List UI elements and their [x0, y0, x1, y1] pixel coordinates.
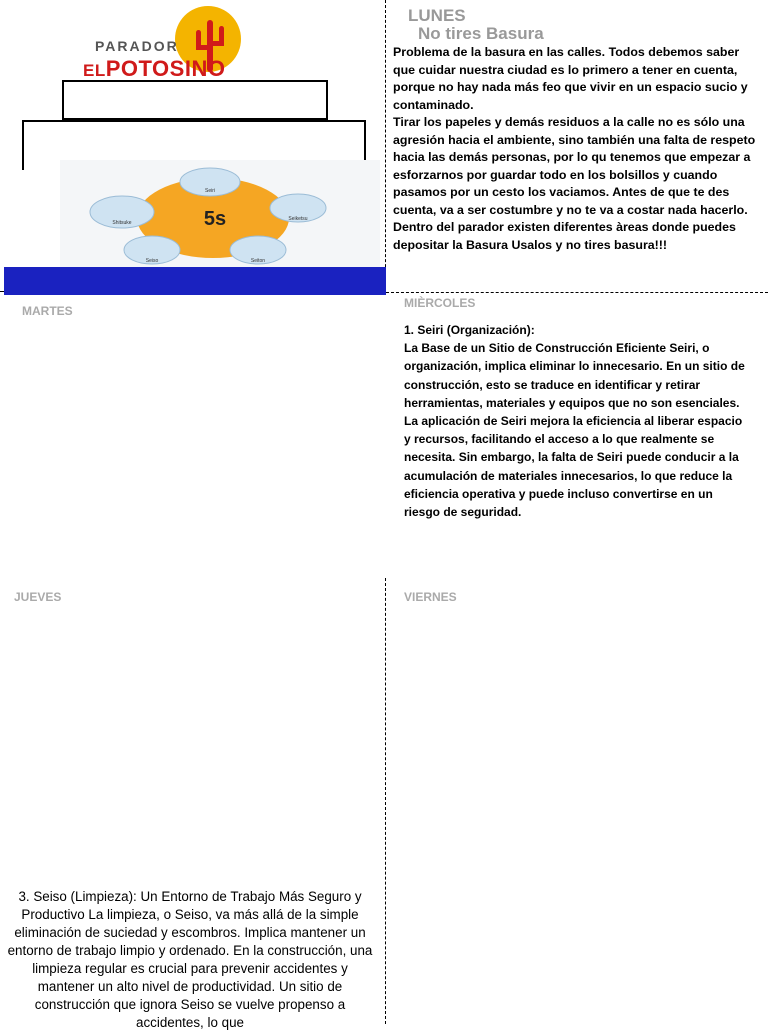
lunes-heading: LUNES	[408, 6, 466, 25]
jueves-text: 3. Seiso (Limpieza): Un Entorno de Trabajo Más Seguro y Productivo La limpieza, o Seiso, va más allá de la simple eliminación de suciedad y escombros. Implica mantener un entorno de trabajo limpio y ordenado. En la construcción, una limpieza regular es crucial para prevenir accidentes y mantener un alto nivel de productividad. Un sitio de construcción que ignora Seiso se vuelve propenso a accidentes, lo que	[7, 889, 373, 1030]
diagram-center-label: 5s	[203, 208, 227, 230]
blue-banner	[4, 267, 386, 295]
svg-text:Seiketsu: Seiketsu	[288, 216, 308, 222]
miercoles-text: La Base de un Sitio de Construcción Eficiente Seiri, o organización, implica eliminar lo innecesario. En un sitio de construcción, esto se traduce en identificar y retirar herramientas, materiales y equipos que no son esenciales. La aplicación de Seiri mejora la eficiencia al liberar espacio y recursos, facilitando el acceso a lo que realmente se necesita. Sin embargo, la falta de Seiri puede conducir a la acumulación de materiales innecesarios, lo que reduce la eficiencia operativa y puede incluso convertirse en un riesgo de seguridad.	[404, 341, 745, 520]
svg-text:Shitsuke: Shitsuke	[112, 220, 132, 226]
divider-vertical-top	[385, 0, 386, 292]
viernes-heading: VIERNES	[404, 590, 457, 604]
five-s-diagram	[60, 160, 380, 268]
miercoles-heading: MIÈRCOLES	[404, 296, 476, 310]
svg-text:Seiso: Seiso	[145, 258, 159, 264]
org-box-top	[62, 80, 328, 120]
logo-potosino: ELPOTOSINO	[83, 56, 226, 81]
divider-horizontal-right	[386, 292, 768, 293]
jueves-heading: JUEVES	[14, 590, 62, 604]
diagram-node-seiri	[180, 168, 240, 196]
diagram-node-seiso	[124, 236, 180, 264]
lunes-paragraph-2: Tirar los papeles y demás residuos a la calle no es sólo una agresión hacia el ambiente, sino también una falta de respeto hacia las demás personas, por lo qu tenemos que empezar a esforzarnos por guardar todo en los bolsillos y cuando pasamos por un cesto los vaciamos. Antes de que te des cuenta, va a ser costumbre y no te va a costar nada hacerlo.	[393, 115, 756, 217]
lunes-body	[393, 44, 759, 254]
lunes-paragraph-3: Dentro del parador existen diferentes àreas donde puedes depositar la Basura Usalos y no tires basura!!!	[393, 220, 736, 252]
diagram-node-seiton	[230, 236, 286, 264]
svg-text:Seiri: Seiri	[204, 188, 216, 194]
svg-text:Seiton: Seiton	[250, 258, 266, 264]
diagram-node-shitsuke	[90, 196, 154, 228]
diagram-node-seiketsu	[270, 194, 326, 222]
divider-vertical-bottom	[385, 578, 386, 1024]
miercoles-body	[404, 321, 750, 521]
martes-heading: MARTES	[22, 304, 73, 318]
lunes-paragraph-1: Problema de la basura en las calles. Todos debemos saber que cuidar nuestra ciudad es lo primero a tener en cuenta, porque no hay nada más feo que vivir en un espacio sucio y contaminado.	[393, 45, 748, 112]
lunes-subtitle: No tires Basura	[418, 24, 544, 43]
miercoles-subheading: 1. Seiri (Organización):	[404, 323, 535, 337]
logo-parador: PARADOR	[95, 38, 179, 54]
